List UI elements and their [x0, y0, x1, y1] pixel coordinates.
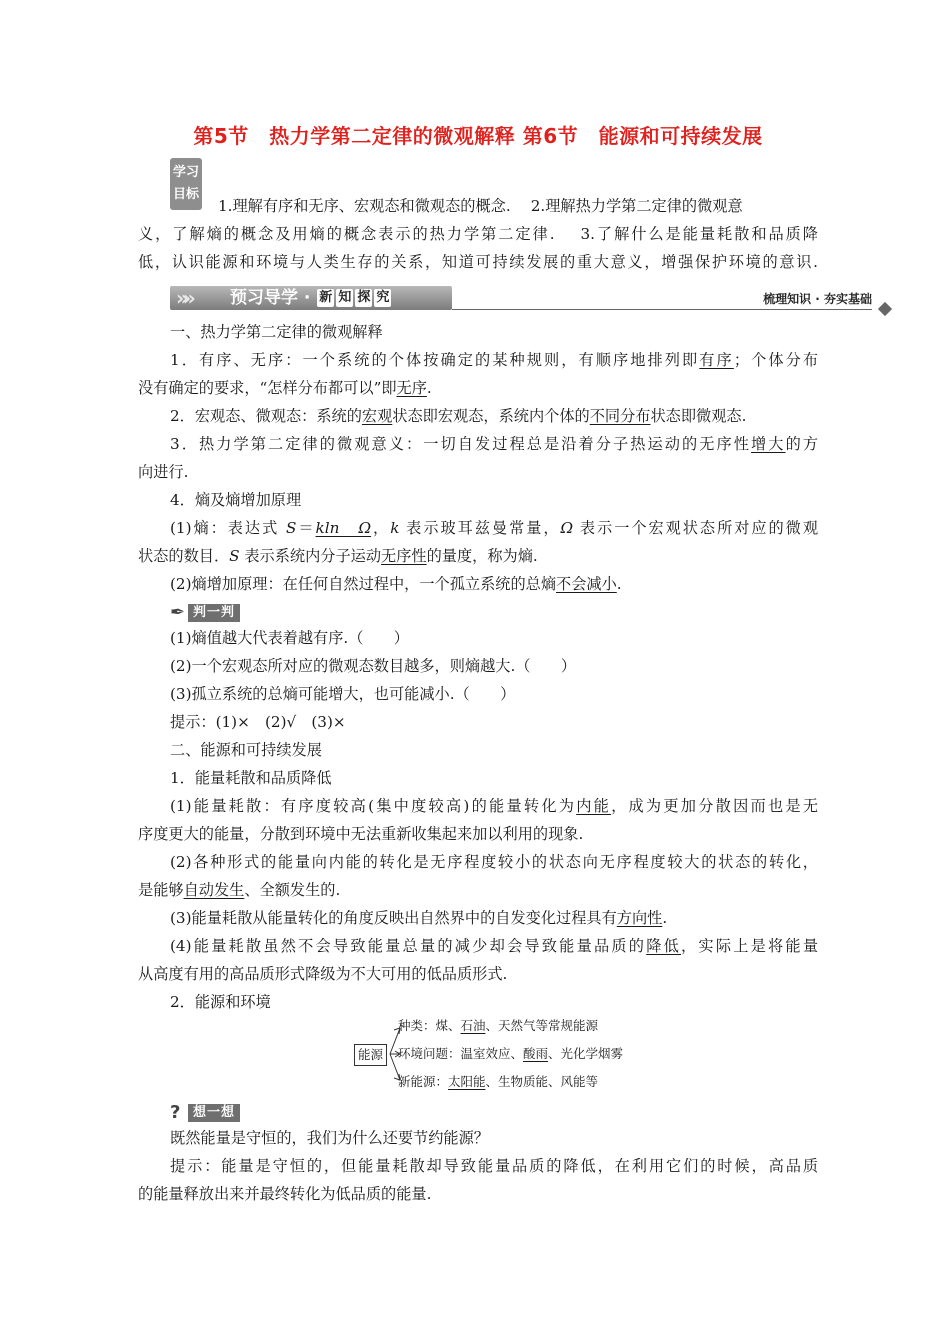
badge-line-1: 学习 — [172, 165, 199, 180]
paragraph-line: (1)熵：表达式 S＝kln Ω，k 表示玻耳兹曼常量，Ω 表示一个宏观状态所对应的微观 — [170, 519, 819, 537]
banner-box-char: 知 — [338, 290, 352, 305]
judge-hint: 提示：(1)× (2)√ (3)× — [170, 713, 346, 731]
paragraph-line: (2)熵增加原理：在任何自然过程中，一个孤立系统的总熵不会减小. — [170, 575, 622, 593]
paragraph-line: 从高度有用的高品质形式降级为不大可用的低品质形式. — [138, 965, 508, 983]
answer-blank: 有序 — [699, 351, 734, 369]
paragraph-line: 序度更大的能量，分散到环境中无法重新收集起来加以利用的现象. — [138, 825, 584, 843]
judge-question: (3)孤立系统的总熵可能增大，也可能减小.（ ） — [170, 685, 516, 703]
goals-line-2: 义，了解熵的概念及用熵的概念表示的热力学第二定律. 3.了解什么是能量耗散和品质降 — [138, 225, 818, 243]
diamond-icon — [878, 302, 892, 316]
think-section — [138, 1124, 818, 1208]
answer-blank: 酸雨 — [523, 1046, 549, 1061]
answer-blank: 太阳能 — [448, 1074, 486, 1089]
banner-box-char: 新 — [319, 290, 333, 305]
paragraph-line: 2．能源和环境 — [170, 993, 271, 1011]
judge-label: 判一判 — [188, 604, 240, 622]
answer-blank: 无序 — [396, 379, 427, 397]
answer-blank: 无序性 — [381, 547, 427, 565]
section-heading: 二、能源和可持续发展 — [170, 741, 322, 759]
banner-title — [230, 286, 392, 310]
judge-question: (1)熵值越大代表着越有序.（ ） — [170, 629, 409, 647]
quill-icon: ✒ — [170, 602, 186, 623]
paragraph-line: 2．宏观态、微观态：系统的宏观状态即宏观态，系统内个体的不同分布状态即微观态. — [170, 407, 747, 425]
answer-blank: 自动发生 — [183, 881, 245, 899]
paragraph-line: 没有确定的要求，“怎样分布都可以”即无序. — [138, 379, 432, 397]
think-label: 想一想 — [188, 1104, 240, 1122]
paragraph-line: 1．能量耗散和品质降低 — [170, 769, 332, 787]
answer-blank: 内能 — [576, 797, 612, 815]
paragraph-line: (1)能量耗散：有序度较高(集中度较高)的能量转化为内能，成为更加分散因而也是无 — [170, 797, 819, 815]
answer-blank: 降低 — [646, 937, 682, 955]
section-banner — [170, 284, 890, 312]
answer-blank: 不同分布 — [589, 407, 651, 425]
diagram-row-new-energy: 新能源：太阳能、生物质能、风能等 — [398, 1074, 599, 1089]
paragraph-line: (2)各种形式的能量向内能的转化是无序程度较小的状态向无序程度较大的状态的转化， — [170, 853, 818, 871]
question-icon: ? — [170, 1102, 181, 1123]
paragraph-line: 向进行. — [138, 463, 189, 481]
judge-section — [138, 624, 818, 1016]
learning-goals — [138, 192, 818, 276]
banner-box-char: 探 — [357, 290, 371, 305]
chevron-right-icon: »» — [176, 286, 190, 310]
diagram-row-types: 种类：煤、石油、天然气等常规能源 — [398, 1018, 599, 1033]
think-answer-line: 提示：能量是守恒的，但能量耗散却导致能量品质的降低，在利用它们的时候，高品质 — [170, 1157, 818, 1175]
paragraph-line: (3)能量耗散从能量转化的角度反映出自然界中的自发变化过程具有方向性. — [170, 909, 668, 927]
paragraph-line: 1．有序、无序：一个系统的个体按确定的某种规则，有顺序地排列即有序；个体分布 — [170, 351, 819, 369]
paragraph-line: 是能够自动发生、全额发生的. — [138, 881, 341, 899]
paragraph-line: (4)能量耗散虽然不会导致能量总量的减少却会导致能量品质的降低，实际上是将能量 — [170, 937, 819, 955]
banner-title-prefix: 预习导学 · — [230, 288, 317, 308]
answer-blank: 石油 — [460, 1018, 486, 1033]
section-one — [138, 318, 818, 598]
answer-blank: 增大 — [751, 435, 786, 453]
section-heading: 一、热力学第二定律的微观解释 — [170, 323, 383, 341]
answer-blank: 宏观 — [361, 407, 393, 425]
goals-line-1: 1.理解有序和无序、宏观态和微观态的概念. 2.理解热力学第二定律的微观意 — [218, 197, 743, 215]
page-title: 第5节 热力学第二定律的微观解释 第6节 能源和可持续发展 — [193, 124, 763, 148]
answer-blank: 方向性 — [616, 909, 663, 927]
badge-line-2: 目标 — [172, 187, 199, 202]
diagram-center-box: 能源 — [354, 1044, 387, 1066]
banner-box-char: 究 — [376, 290, 390, 305]
judge-question: (2)一个宏观态所对应的微观态数目越多，则熵越大.（ ） — [170, 657, 577, 675]
goals-line-3: 低，认识能源和环境与人类生存的关系，知道可持续发展的重大意义，增强保护环境的意识. — [138, 253, 818, 271]
banner-rule — [452, 309, 872, 310]
think-question: 既然能量是守恒的，我们为什么还要节约能源？ — [170, 1129, 489, 1147]
answer-blank: kln Ω — [315, 519, 372, 537]
diagram-row-environment: 环境问题：温室效应、酸雨、光化学烟雾 — [398, 1046, 624, 1061]
paragraph-line: 3．热力学第二定律的微观意义：一切自发过程总是沿着分子热运动的无序性增大的方 — [170, 435, 819, 453]
answer-blank: 不会减小 — [556, 575, 617, 593]
paragraph-line: 状态的数目．S 表示系统内分子运动无序性的量度，称为熵. — [138, 547, 538, 565]
energy-diagram — [354, 1012, 644, 1102]
think-answer-line: 的能量释放出来并最终转化为低品质的能量. — [138, 1185, 432, 1203]
banner-subtitle: 梳理知识 · 夯实基础 — [763, 292, 872, 306]
paragraph-line: 4．熵及熵增加原理 — [170, 491, 302, 509]
